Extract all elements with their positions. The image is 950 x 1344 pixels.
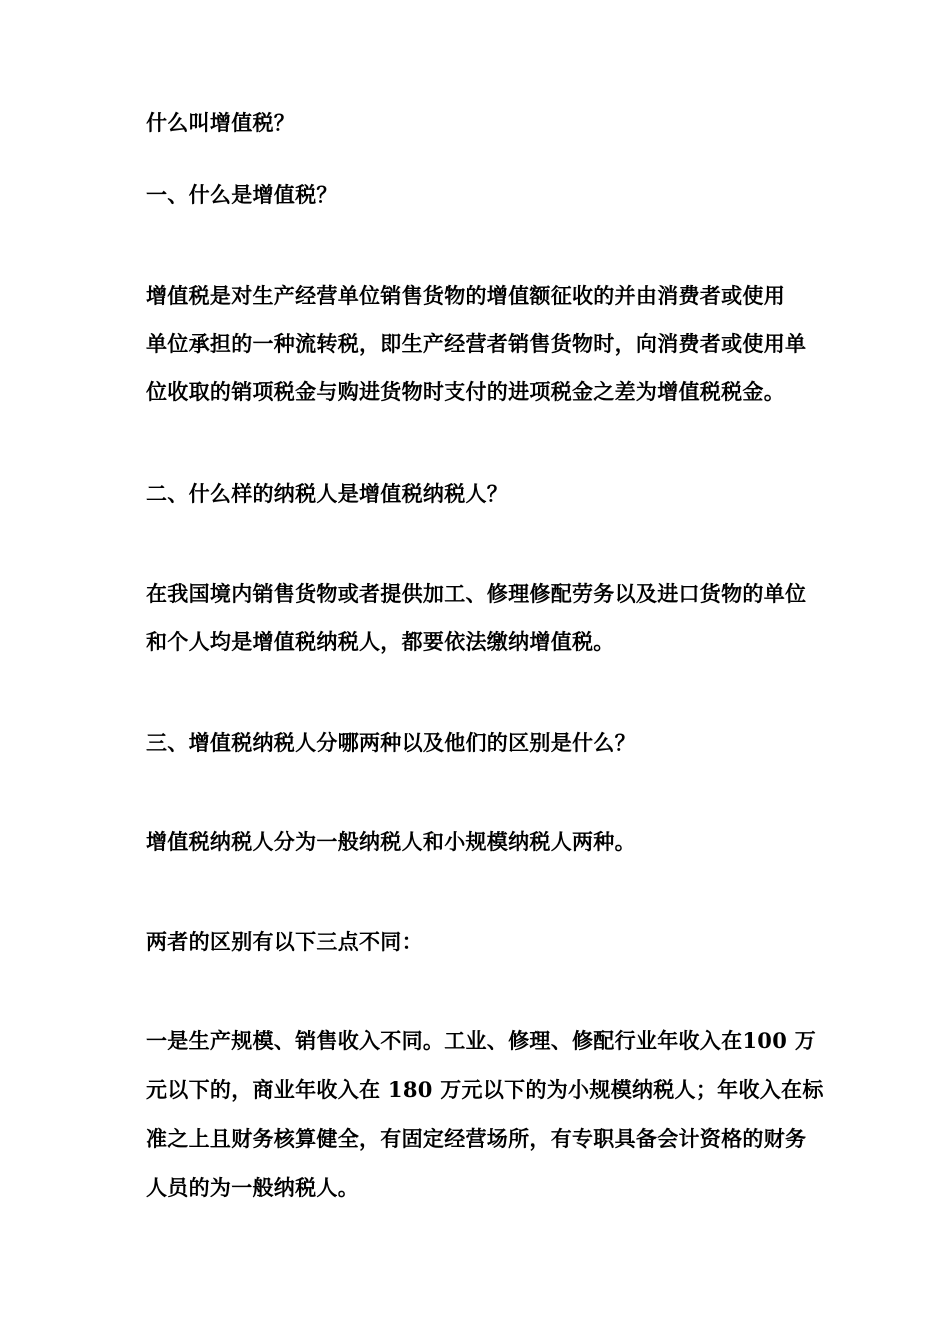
section-1-paragraph-line-3: 位收取的销项税金与购进货物时支付的进项税金之差为增值税税金。 — [146, 379, 785, 404]
point-1-line-3: 准之上且财务核算健全，有固定经营场所，有专职具备会计资格的财务 — [146, 1126, 807, 1151]
document-title: 什么叫增值税？ — [146, 110, 296, 135]
point-1-line-1: 一是生产规模、销售收入不同。工业、修理、修配行业年收入在100 万 — [146, 1028, 817, 1053]
section-2-paragraph-line-2: 和个人均是增值税纳税人，都要依法缴纳增值税。 — [146, 629, 615, 654]
point-1-line-2: 元以下的，商业年收入在 180 万元以下的为小规模纳税人；年收入在标 — [146, 1077, 824, 1102]
section-3-heading: 三、增值税纳税人分哪两种以及他们的区别是什么？ — [146, 730, 636, 755]
section-3-intro: 增值税纳税人分为一般纳税人和小规模纳税人两种。 — [146, 829, 636, 854]
section-3-differences-intro: 两者的区别有以下三点不同： — [146, 929, 423, 954]
point-1-line-4: 人员的为一般纳税人。 — [146, 1175, 359, 1200]
section-1-heading: 一、什么是增值税？ — [146, 182, 338, 207]
section-1-paragraph-line-1: 增值税是对生产经营单位销售货物的增值额征收的并由消费者或使用 — [146, 283, 785, 308]
section-2-paragraph-line-1: 在我国境内销售货物或者提供加工、修理修配劳务以及进口货物的单位 — [146, 581, 807, 606]
section-1-paragraph-line-2: 单位承担的一种流转税，即生产经营者销售货物时，向消费者或使用单 — [146, 331, 807, 356]
section-2-heading: 二、什么样的纳税人是增值税纳税人？ — [146, 481, 509, 506]
